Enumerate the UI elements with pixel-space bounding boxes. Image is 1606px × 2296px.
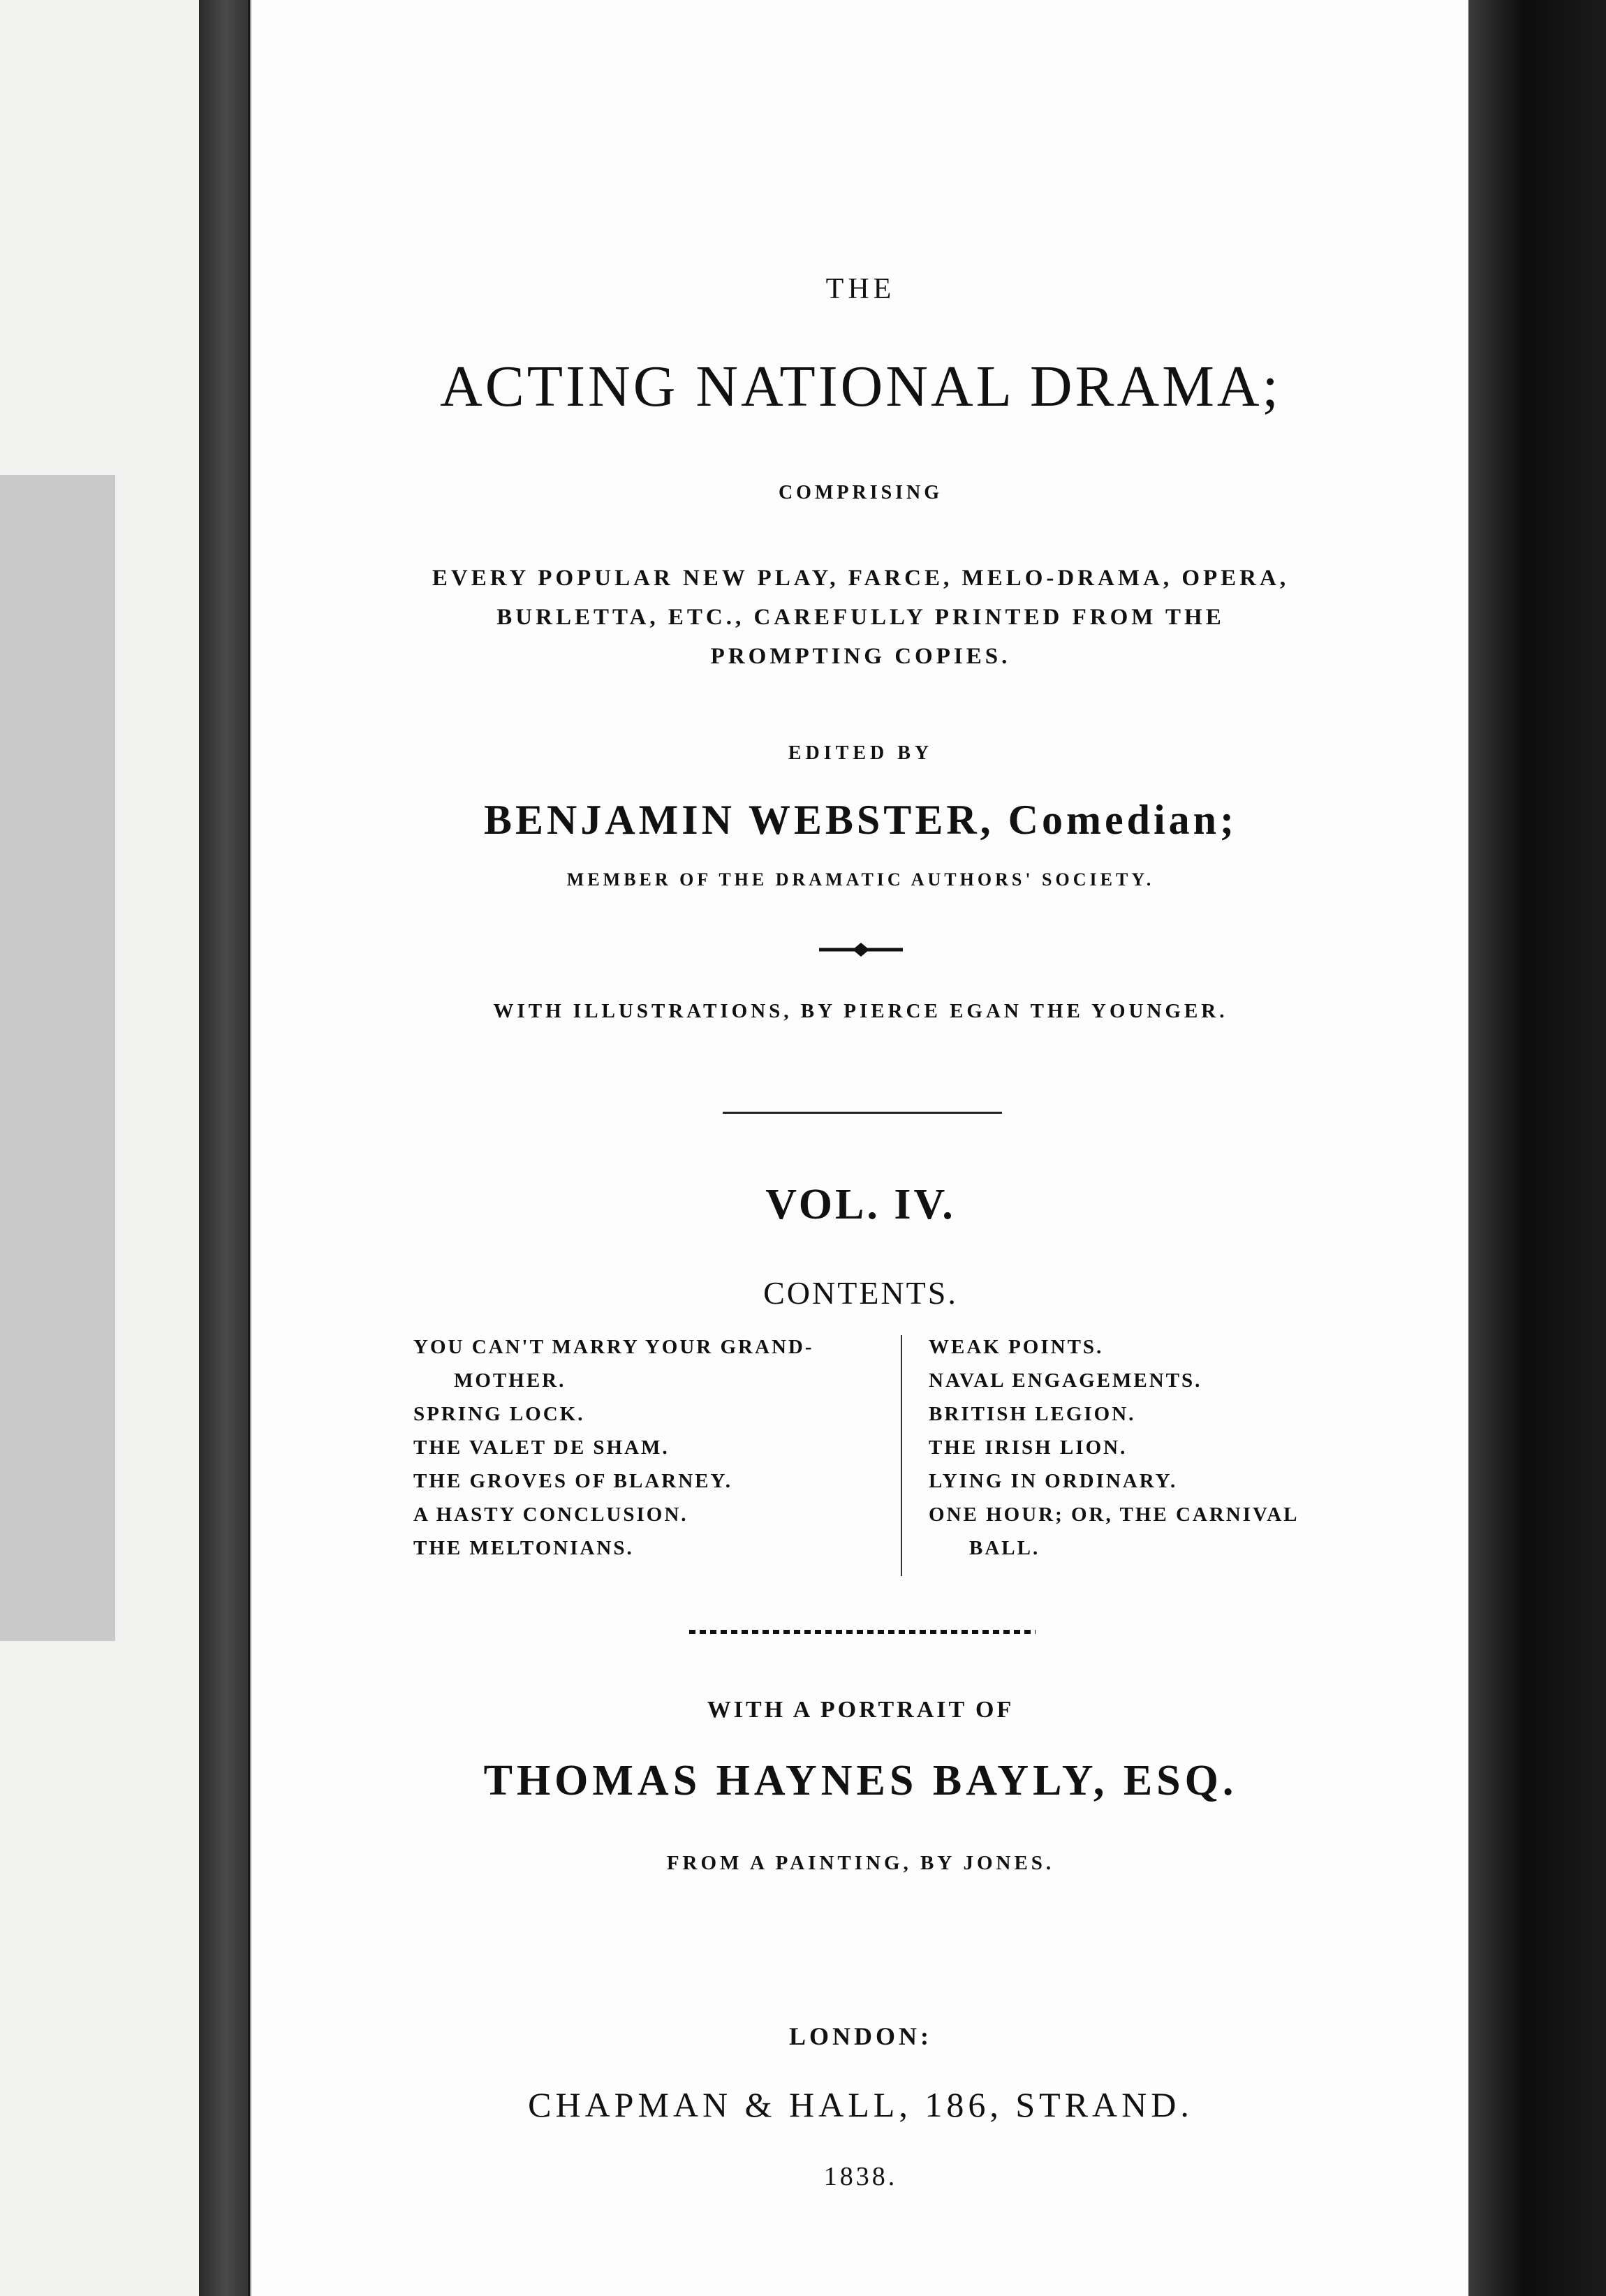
dotted-ornament <box>688 1625 1037 1639</box>
contents-divider <box>901 1335 902 1576</box>
contents-item: BALL. <box>969 1537 1040 1559</box>
contents-item: ONE HOUR; OR, THE CARNIVAL <box>929 1503 1299 1526</box>
contents-left-column <box>413 1330 814 1565</box>
contents-item: NAVAL ENGAGEMENTS. <box>929 1369 1202 1392</box>
facing-page <box>0 0 202 2296</box>
illustrations-credit: WITH ILLUSTRATIONS, BY PIERCE EGAN THE YOUNGER. <box>493 1000 1228 1022</box>
contents-item: LYING IN ORDINARY. <box>929 1470 1178 1492</box>
title-page <box>250 0 1470 2296</box>
contents-item: WEAK POINTS. <box>929 1336 1104 1358</box>
portrait-line: WITH A PORTRAIT OF <box>707 1697 1015 1723</box>
book-edge <box>1468 0 1606 2296</box>
diamond-ornament <box>819 936 903 964</box>
contents-item: THE IRISH LION. <box>929 1436 1128 1459</box>
imprint-publisher: CHAPMAN & HALL, 186, STRAND. <box>528 2085 1193 2124</box>
description-line: PROMPTING COPIES. <box>710 644 1011 669</box>
volume-number: VOL. IV. <box>765 1181 956 1228</box>
title-article: THE <box>825 273 896 305</box>
contents-item: YOU CAN'T MARRY YOUR GRAND- <box>413 1336 814 1358</box>
edited-by-label: EDITED BY <box>788 742 934 764</box>
comprising-label: COMPRISING <box>778 482 943 503</box>
facing-page-plate <box>0 475 115 1641</box>
imprint-year: 1838. <box>823 2162 898 2191</box>
contents-item: THE MELTONIANS. <box>413 1537 634 1559</box>
horizontal-rule <box>723 1112 1002 1114</box>
contents-item: THE VALET DE SHAM. <box>413 1436 670 1459</box>
contents-item: MOTHER. <box>454 1369 566 1392</box>
editor-society: MEMBER OF THE DRAMATIC AUTHORS' SOCIETY. <box>566 869 1155 890</box>
contents-item: BRITISH LEGION. <box>929 1403 1136 1425</box>
page-title: ACTING NATIONAL DRAMA; <box>440 354 1281 419</box>
portrait-source: FROM A PAINTING, BY JONES. <box>666 1852 1055 1874</box>
description-line: EVERY POPULAR NEW PLAY, FARCE, MELO-DRAMA, OPERA, <box>432 566 1290 591</box>
book-gutter <box>199 0 248 2296</box>
portrait-subject: THOMAS HAYNES BAYLY, ESQ. <box>483 1757 1238 1804</box>
editor-name: BENJAMIN WEBSTER, Comedian; <box>483 797 1238 843</box>
contents-heading: CONTENTS. <box>763 1275 958 1311</box>
contents-item: A HASTY CONCLUSION. <box>413 1503 688 1526</box>
description-line: BURLETTA, ETC., CAREFULLY PRINTED FROM THE <box>496 605 1225 630</box>
contents-item: THE GROVES OF BLARNEY. <box>413 1470 733 1492</box>
contents-right-column <box>929 1330 1299 1565</box>
contents-item: SPRING LOCK. <box>413 1403 585 1425</box>
imprint-place: LONDON: <box>789 2022 932 2050</box>
